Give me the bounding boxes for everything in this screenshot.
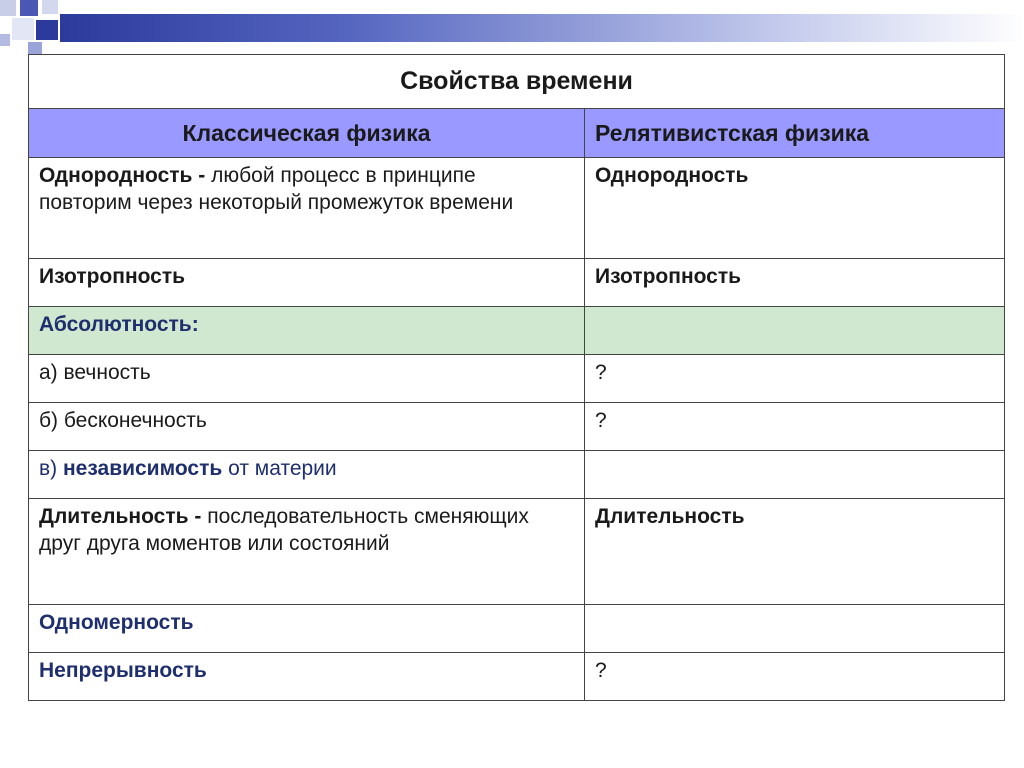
table-row <box>29 605 1005 653</box>
decor-square <box>36 20 58 40</box>
table-row <box>29 403 1005 451</box>
property-term: Длительность - <box>39 505 202 528</box>
property-description: последовательность сменяющих друг друга моментов или состояний <box>39 505 529 555</box>
decor-square <box>28 42 42 54</box>
property-term: Однородность - <box>39 164 206 187</box>
classical-cell: Одномерность <box>29 605 585 653</box>
table-row <box>29 653 1005 701</box>
relativistic-cell: ? <box>585 355 1005 403</box>
decor-gradient-bar <box>60 14 1024 42</box>
relativistic-cell: Длительность <box>585 499 1005 605</box>
table-row <box>29 355 1005 403</box>
relativistic-cell: ? <box>585 653 1005 701</box>
table-row <box>29 307 1005 355</box>
property-suffix: от материи <box>222 457 337 480</box>
relativistic-cell: Однородность <box>585 158 1005 259</box>
list-prefix: в) <box>39 457 63 480</box>
relativistic-cell <box>585 605 1005 653</box>
relativistic-cell <box>585 307 1005 355</box>
decor-square <box>20 0 38 16</box>
classical-cell: Изотропность <box>29 259 585 307</box>
classical-cell: б) бесконечность <box>29 403 585 451</box>
relativistic-cell: Изотропность <box>585 259 1005 307</box>
header-relativistic-physics: Релятивистская физика <box>585 109 1005 158</box>
property-term: независимость <box>62 457 223 480</box>
classical-cell: а) вечность <box>29 355 585 403</box>
property-description: любой процесс в принципе повторим через некоторый промежуток времени <box>39 164 514 214</box>
table-row <box>29 451 1005 499</box>
relativistic-cell <box>585 451 1005 499</box>
classical-cell: Абсолютность: <box>29 307 585 355</box>
classical-cell <box>29 158 585 259</box>
table-row <box>29 259 1005 307</box>
decor-square <box>0 0 16 16</box>
table-title: Свойства времени <box>29 55 1005 109</box>
time-properties-table <box>28 54 1005 701</box>
decor-square <box>12 18 34 40</box>
header-classical-physics: Классическая физика <box>29 109 585 158</box>
table-row <box>29 499 1005 605</box>
relativistic-cell: ? <box>585 403 1005 451</box>
table-row <box>29 158 1005 259</box>
classical-cell <box>29 451 585 499</box>
decor-square <box>42 0 58 14</box>
decor-square <box>0 34 10 46</box>
header-decoration <box>0 0 1024 50</box>
classical-cell: Непрерывность <box>29 653 585 701</box>
classical-cell <box>29 499 585 605</box>
